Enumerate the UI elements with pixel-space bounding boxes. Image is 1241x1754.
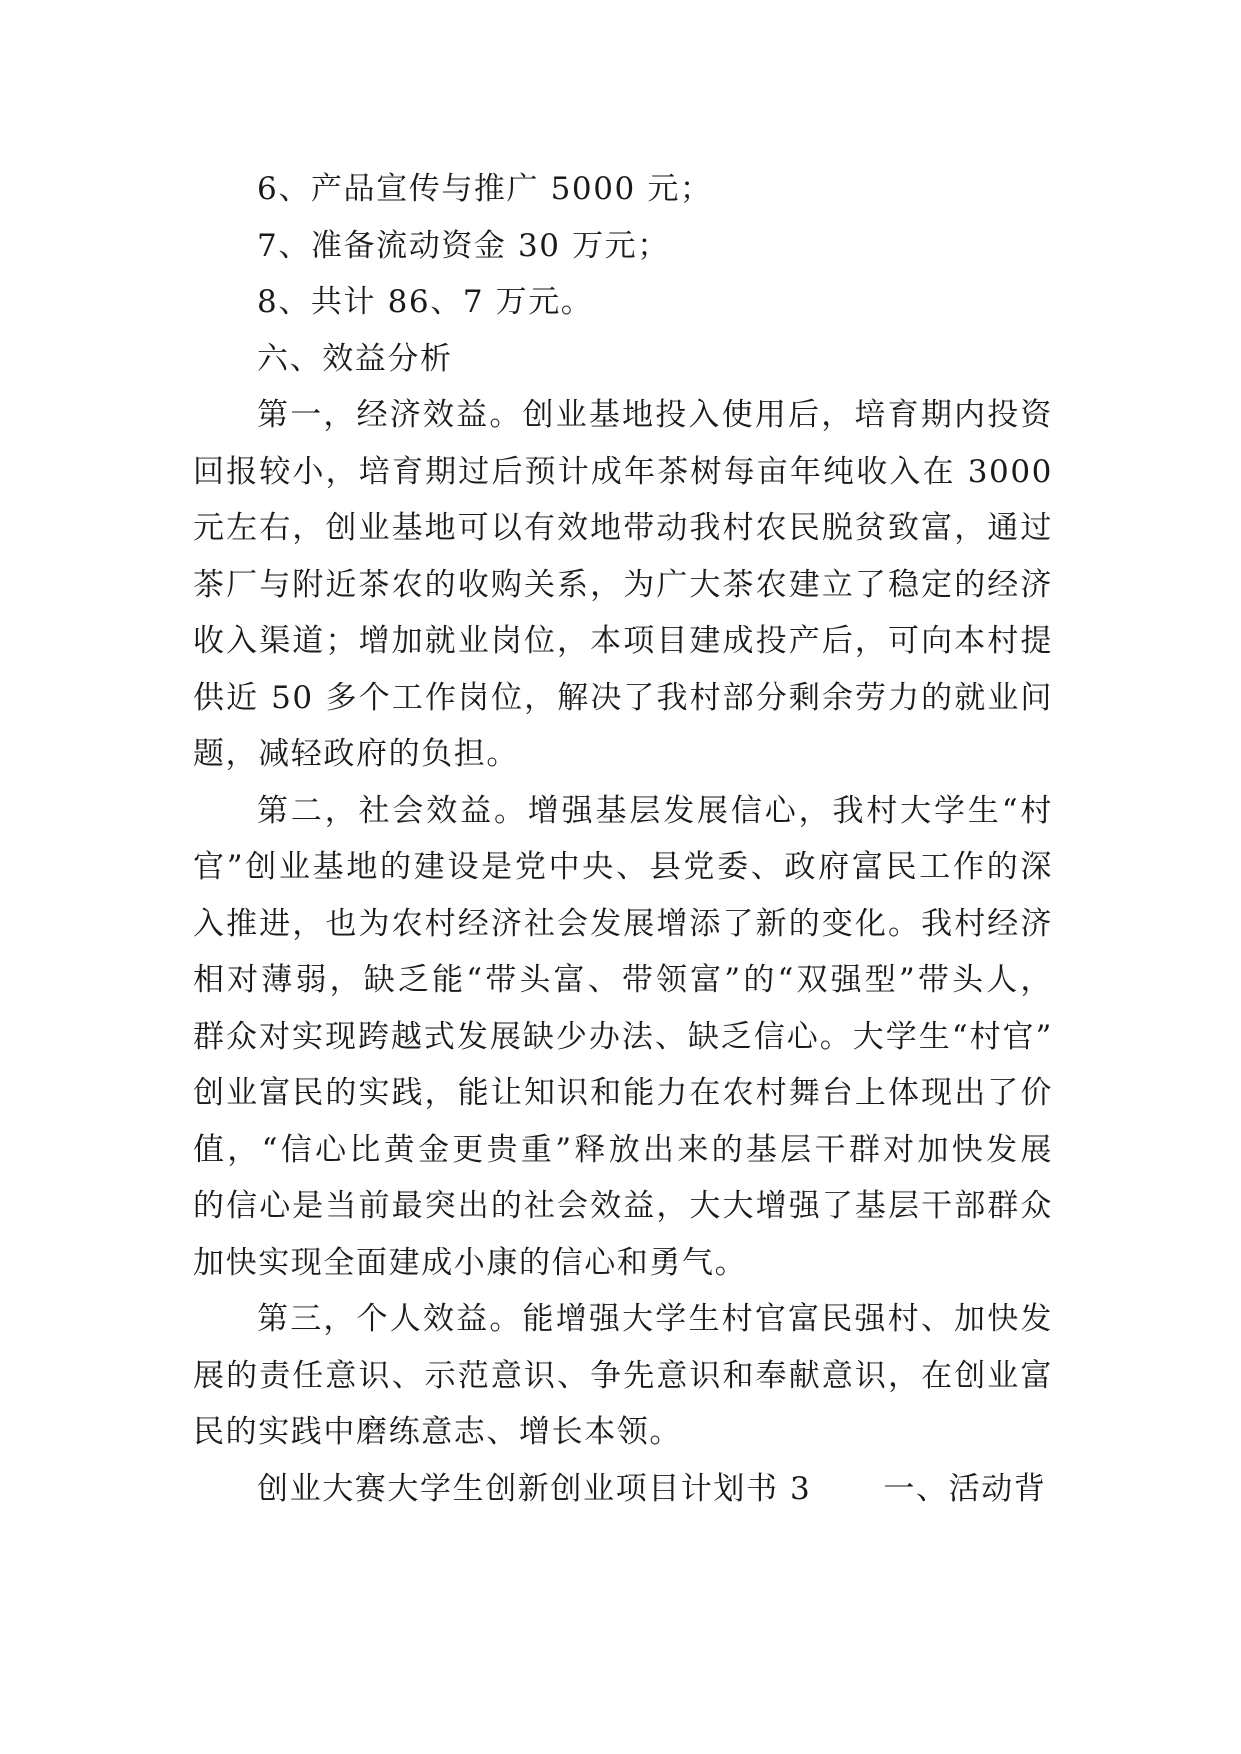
paragraph-personal-benefit <box>193 1291 1053 1461</box>
paragraph-line: 回报较小，培育期过后预计成年茶树每亩年纯收入在 3000 <box>193 453 1053 490</box>
next-document-title: 创业大赛大学生创新创业项目计划书 3 <box>257 1470 812 1507</box>
list-item: 6、产品宣传与推广 5000 元； <box>257 171 713 207</box>
section-heading: 六、效益分析 <box>257 340 453 377</box>
paragraph-line: 元左右，创业基地可以有效地带动我村农民脱贫致富，通过 <box>193 510 1053 546</box>
paragraph-line: 收入渠道；增加就业岗位，本项目建成投产后，可向本村提 <box>193 623 1053 659</box>
paragraph-line: 民的实践中磨练意志、增长本领。 <box>193 1414 682 1450</box>
paragraph-line: 茶厂与附近茶农的收购关系，为广大茶农建立了稳定的经济 <box>193 566 1053 603</box>
paragraph-economic-benefit <box>193 387 1053 783</box>
paragraph-line: 群众对实现跨越式发展缺少办法、缺乏信心。大学生“村官” <box>193 1018 1053 1055</box>
list-item: 8、共计 86、7 万元。 <box>257 284 594 320</box>
list-item: 7、准备流动资金 30 万元； <box>257 227 670 264</box>
closing-line <box>193 1461 1053 1518</box>
paragraph-line: 的信心是当前最突出的社会效益，大大增强了基层干部群众 <box>193 1188 1053 1224</box>
paragraph-line: 供近 50 多个工作岗位，解决了我村部分剩余劳力的就业问 <box>193 679 1053 716</box>
paragraph-line: 入推进，也为农村经济社会发展增添了新的变化。我村经济 <box>193 905 1053 942</box>
paragraph-line: 创业富民的实践，能让知识和能力在农村舞台上体现出了价 <box>193 1075 1053 1111</box>
next-section-heading: 一、活动背 <box>883 1470 1047 1507</box>
paragraph-line: 第一，经济效益。创业基地投入使用后，培育期内投资 <box>257 397 1053 433</box>
paragraph-line: 第二，社会效益。增强基层发展信心，我村大学生“村 <box>257 792 1053 829</box>
paragraph-line: 展的责任意识、示范意识、争先意识和奉献意识，在创业富 <box>193 1357 1053 1394</box>
paragraph-line: 题，减轻政府的负担。 <box>193 736 519 772</box>
paragraph-social-benefit <box>193 783 1053 1292</box>
paragraph-line: 值，“信心比黄金更贵重”释放出来的基层干群对加快发展 <box>193 1131 1053 1168</box>
paragraph-line: 官”创业基地的建设是党中央、县党委、政府富民工作的深 <box>193 849 1053 885</box>
paragraph-line: 第三，个人效益。能增强大学生村官富民强村、加快发 <box>257 1301 1053 1337</box>
paragraph-line: 相对薄弱，缺乏能“带头富、带领富”的“双强型”带头人， <box>193 962 1053 998</box>
document-body <box>193 161 1053 1517</box>
paragraph-line: 加快实现全面建成小康的信心和勇气。 <box>193 1244 748 1281</box>
